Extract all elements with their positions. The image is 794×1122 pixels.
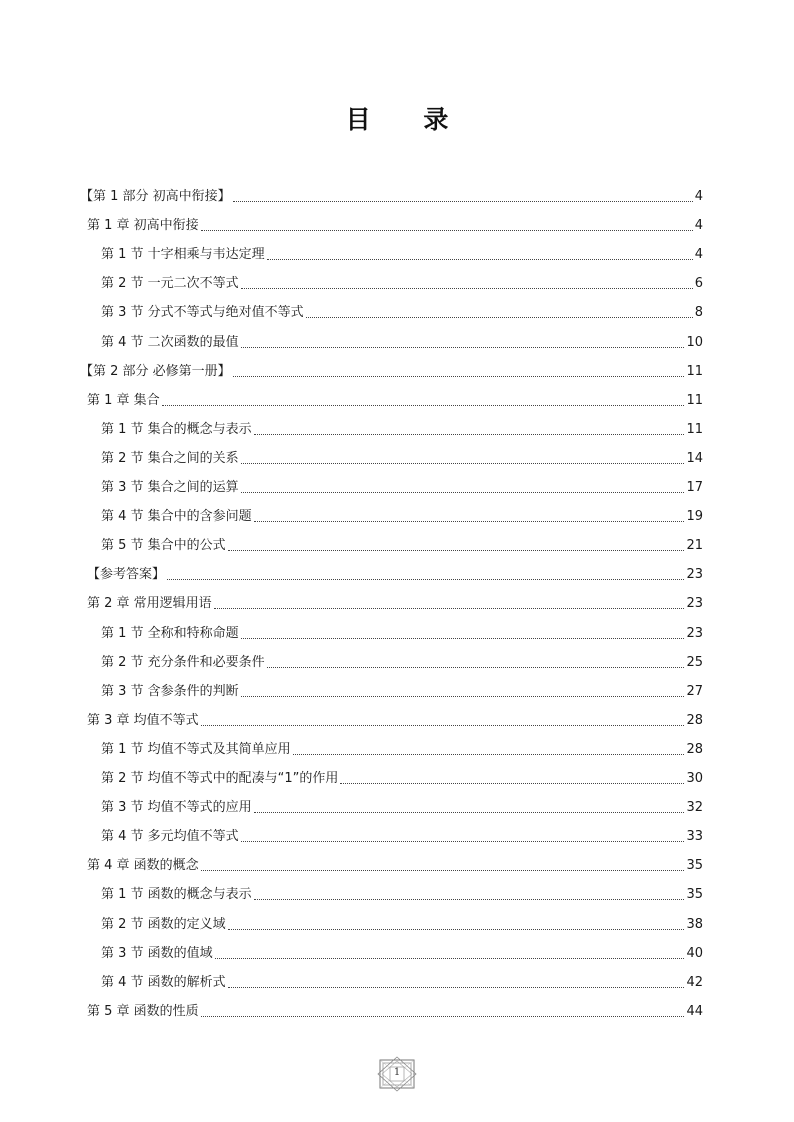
toc-entry-page-number: 23 <box>686 567 703 583</box>
dot-leader <box>241 288 693 289</box>
toc-entry[interactable] <box>101 822 703 851</box>
toc-entry[interactable] <box>101 939 703 968</box>
toc-entry[interactable] <box>87 386 703 415</box>
dot-leader <box>228 929 685 930</box>
dot-leader <box>167 579 684 580</box>
dot-leader <box>267 667 685 668</box>
toc-entry-label: 第 3 章 均值不等式 <box>87 712 199 728</box>
toc-entry[interactable] <box>101 473 703 502</box>
toc-entry[interactable] <box>101 677 703 706</box>
dot-leader <box>214 608 685 609</box>
toc-entry-page-number: 27 <box>686 683 703 699</box>
toc-entry-label: 第 1 节 均值不等式及其简单应用 <box>101 741 291 757</box>
dot-leader <box>241 492 685 493</box>
toc-entry[interactable] <box>101 648 703 677</box>
dot-leader <box>241 841 685 842</box>
toc-entry-label: 第 3 节 分式不等式与绝对值不等式 <box>101 305 304 321</box>
toc-entry-page-number: 23 <box>686 625 703 641</box>
toc-entry[interactable] <box>101 793 703 822</box>
toc-entry-page-number: 35 <box>686 858 703 874</box>
dot-leader <box>228 550 685 551</box>
toc-entry-page-number: 25 <box>686 654 703 670</box>
toc-entry-label: 第 2 节 均值不等式中的配凑与“1”的作用 <box>101 771 339 786</box>
toc-entry-page-number: 11 <box>686 363 703 379</box>
page-title: 目 录 <box>345 105 471 134</box>
toc-entry-page-number: 4 <box>694 247 703 263</box>
toc-entry-label: 第 3 节 函数的值域 <box>101 945 213 961</box>
dot-leader <box>241 463 685 464</box>
toc-entry[interactable] <box>101 531 703 560</box>
toc-entry-label: 第 2 节 集合之间的关系 <box>101 450 239 466</box>
toc-entry[interactable] <box>101 444 703 473</box>
toc-entry-label: 第 1 节 十字相乘与韦达定理 <box>101 247 265 263</box>
toc-entry-label: 【第 2 部分 必修第一册】 <box>80 363 231 379</box>
dot-leader <box>233 201 693 202</box>
page-number: 1 <box>393 1067 401 1078</box>
toc-entry[interactable] <box>101 328 703 357</box>
toc-entry[interactable] <box>101 415 703 444</box>
toc-entry[interactable] <box>101 968 703 997</box>
toc-entry[interactable] <box>80 357 703 386</box>
toc-entry-page-number: 28 <box>686 741 703 757</box>
toc-entry-label: 第 3 节 含参条件的判断 <box>101 683 239 699</box>
toc-entry-page-number: 11 <box>686 392 703 408</box>
toc-entry-page-number: 33 <box>686 829 703 845</box>
dot-leader <box>201 870 685 871</box>
toc-entry-page-number: 28 <box>686 712 703 728</box>
toc-entry-page-number: 10 <box>686 334 703 350</box>
dot-leader <box>233 376 685 377</box>
toc-entry[interactable] <box>87 706 703 735</box>
dot-leader <box>201 230 693 231</box>
toc-entry-label: 第 1 节 集合的概念与表示 <box>101 421 252 437</box>
toc-entry-label: 第 4 节 集合中的含参问题 <box>101 509 252 525</box>
toc-entry-page-number: 19 <box>686 509 703 525</box>
toc-entry-label: 【第 1 部分 初高中衔接】 <box>80 189 231 204</box>
toc-entry[interactable] <box>101 240 703 269</box>
toc-entry[interactable] <box>101 910 703 939</box>
toc-entry[interactable] <box>101 764 703 793</box>
dot-leader <box>162 405 685 406</box>
toc-entry-label: 第 4 节 二次函数的最值 <box>101 334 239 350</box>
dot-leader <box>267 259 693 260</box>
toc-entry-label: 第 2 节 一元二次不等式 <box>101 276 239 292</box>
toc-entry-label: 第 1 章 集合 <box>87 392 160 408</box>
dot-leader <box>254 521 685 522</box>
toc-entry[interactable] <box>87 211 703 240</box>
dot-leader <box>254 812 685 813</box>
toc-entry-page-number: 23 <box>686 596 703 612</box>
toc-entry[interactable] <box>101 269 703 298</box>
toc-entry[interactable] <box>87 997 703 1026</box>
dot-leader <box>241 347 685 348</box>
toc-entry-page-number: 4 <box>694 189 703 204</box>
toc-entry-page-number: 11 <box>686 421 703 437</box>
toc-entry-page-number: 42 <box>686 974 703 990</box>
toc-entry-label: 第 2 节 函数的定义域 <box>101 916 226 932</box>
toc-entry[interactable] <box>101 298 703 327</box>
dot-leader <box>293 754 685 755</box>
dot-leader <box>201 725 685 726</box>
toc-entry[interactable] <box>87 560 703 589</box>
toc-entry-page-number: 21 <box>686 538 703 554</box>
toc-entry-label: 第 4 节 函数的解析式 <box>101 974 226 990</box>
toc-entry-label: 第 4 章 函数的概念 <box>87 858 199 874</box>
toc-entry-page-number: 17 <box>686 480 703 495</box>
toc-entry-label: 第 5 章 函数的性质 <box>87 1003 199 1019</box>
dot-leader <box>241 696 685 697</box>
toc-entry-page-number: 38 <box>686 916 703 932</box>
toc-entry-label: 第 3 节 均值不等式的应用 <box>101 800 252 816</box>
toc-entry-page-number: 4 <box>694 218 703 234</box>
toc-entry-page-number: 14 <box>686 450 703 466</box>
toc-entry-page-number: 44 <box>686 1003 703 1019</box>
toc-entry-page-number: 30 <box>686 771 703 786</box>
page-number-badge <box>377 1056 417 1092</box>
dot-leader <box>254 899 685 900</box>
toc-entry-page-number: 6 <box>694 276 703 292</box>
toc-entry-label: 第 2 章 常用逻辑用语 <box>87 596 212 612</box>
dot-leader <box>241 638 685 639</box>
dot-leader <box>201 1016 685 1017</box>
dot-leader <box>228 987 685 988</box>
dot-leader <box>254 434 685 435</box>
toc-entry-label: 第 4 节 多元均值不等式 <box>101 829 239 845</box>
dot-leader <box>306 317 693 318</box>
toc-entry[interactable] <box>80 182 703 211</box>
toc-entry-label: 第 1 节 全称和特称命题 <box>101 625 239 641</box>
toc-entry[interactable] <box>101 880 703 909</box>
toc-entry[interactable] <box>101 619 703 648</box>
dot-leader <box>215 958 685 959</box>
toc-entry-label: 第 1 节 函数的概念与表示 <box>101 887 252 903</box>
toc-entry[interactable] <box>101 735 703 764</box>
toc-entry-page-number: 32 <box>686 800 703 816</box>
toc-entry[interactable] <box>87 851 703 880</box>
toc-entry[interactable] <box>101 502 703 531</box>
toc-entry-label: 第 2 节 充分条件和必要条件 <box>101 654 265 670</box>
toc-entry-page-number: 8 <box>694 305 703 321</box>
toc-entry-page-number: 40 <box>686 945 703 961</box>
toc-entry-page-number: 35 <box>686 887 703 903</box>
toc-entry-label: 第 1 章 初高中衔接 <box>87 218 199 234</box>
toc-entry-label: 第 5 节 集合中的公式 <box>101 538 226 554</box>
dot-leader <box>340 783 684 784</box>
toc-entry-label: 【参考答案】 <box>87 567 166 583</box>
toc-entry-label: 第 3 节 集合之间的运算 <box>101 480 239 495</box>
toc-entry[interactable] <box>87 589 703 618</box>
